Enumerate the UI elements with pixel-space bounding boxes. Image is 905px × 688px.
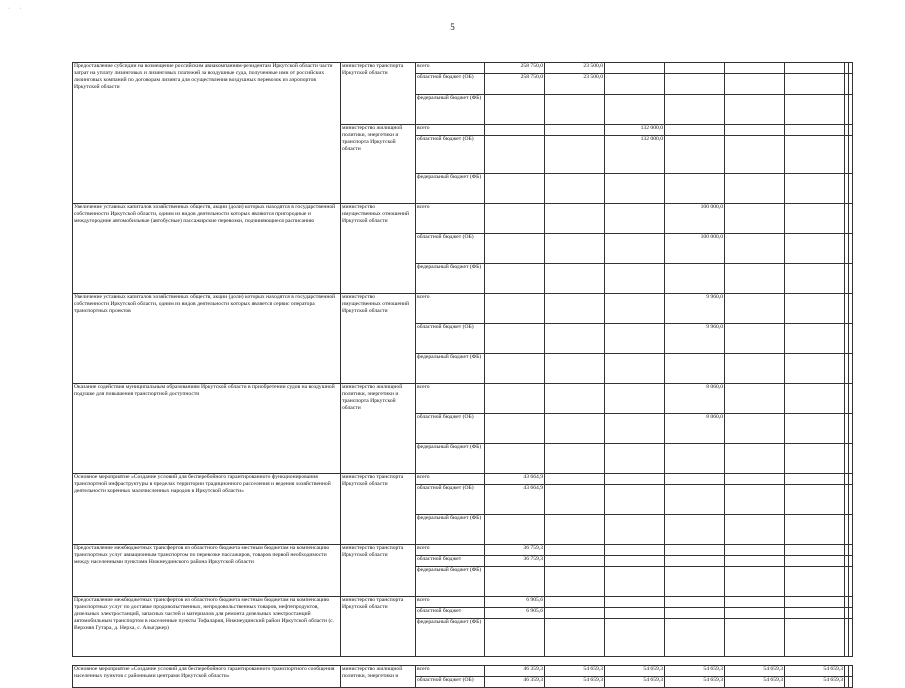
value-cell: 132 000,0 bbox=[605, 136, 665, 174]
funding-source: всего bbox=[416, 63, 485, 74]
funding-source: федеральный бюджет (ФБ) bbox=[416, 264, 485, 294]
value-cell bbox=[605, 354, 665, 384]
value-cell bbox=[725, 619, 785, 657]
funding-source: областной бюджет (ОБ) bbox=[416, 677, 485, 688]
value-cell: 43 664,9 bbox=[485, 485, 545, 515]
value-cell bbox=[605, 515, 665, 545]
value-cell bbox=[785, 414, 845, 444]
value-cell bbox=[785, 74, 845, 95]
executor-cell: министерство имущественных отношений Иркутской области bbox=[341, 294, 416, 384]
value-cell bbox=[785, 204, 845, 234]
value-cell bbox=[545, 567, 605, 597]
value-cell bbox=[849, 666, 853, 677]
value-cell bbox=[605, 619, 665, 657]
value-cell: 54 659,3 bbox=[605, 677, 665, 688]
value-cell bbox=[785, 444, 845, 474]
value-cell bbox=[605, 597, 665, 608]
value-cell bbox=[545, 95, 605, 125]
value-cell bbox=[849, 95, 853, 125]
value-cell: 9 960,0 bbox=[665, 294, 725, 324]
funding-source: всего bbox=[416, 597, 485, 608]
value-cell: 6 905,6 bbox=[485, 608, 545, 619]
funding-source: всего bbox=[416, 666, 485, 677]
value-cell bbox=[785, 174, 845, 204]
value-cell bbox=[785, 95, 845, 125]
value-cell bbox=[785, 474, 845, 485]
funding-source: федеральный бюджет (ФБ) bbox=[416, 619, 485, 657]
value-cell bbox=[725, 234, 785, 264]
value-cell bbox=[785, 294, 845, 324]
value-cell: 54 659,3 bbox=[545, 677, 605, 688]
value-cell bbox=[545, 619, 605, 657]
table-row bbox=[73, 597, 853, 608]
value-cell bbox=[725, 515, 785, 545]
funding-source: областной бюджет bbox=[416, 556, 485, 567]
value-cell bbox=[849, 414, 853, 444]
value-cell bbox=[725, 136, 785, 174]
value-cell: 23 500,0 bbox=[545, 63, 605, 74]
value-cell bbox=[605, 444, 665, 474]
value-cell bbox=[849, 324, 853, 354]
value-cell bbox=[725, 294, 785, 324]
executor-cell: министерство транспорта Иркутской области bbox=[341, 63, 416, 125]
value-cell: 132 000,0 bbox=[605, 125, 665, 136]
value-cell: 54 659,3 bbox=[785, 677, 845, 688]
value-cell bbox=[725, 174, 785, 204]
value-cell bbox=[849, 125, 853, 136]
value-cell bbox=[605, 324, 665, 354]
value-cell bbox=[485, 324, 545, 354]
table-row bbox=[73, 63, 853, 74]
page-number: 5 bbox=[450, 22, 455, 32]
value-cell bbox=[485, 414, 545, 444]
value-cell bbox=[605, 234, 665, 264]
value-cell bbox=[605, 545, 665, 556]
activity-description: Предоставление межбюджетных трансфертов из областного бюджета местным бюджетам на компенсацию транспортных услуг авиационным транспортом по перевозке пассажиров, товаров первой необходимости между населенными пунктами Нижнеудинского района Иркутской области bbox=[73, 545, 341, 597]
value-cell bbox=[725, 485, 785, 515]
value-cell bbox=[485, 125, 545, 136]
value-cell bbox=[665, 597, 725, 608]
value-cell bbox=[785, 234, 845, 264]
value-cell bbox=[725, 608, 785, 619]
value-cell bbox=[485, 95, 545, 125]
funding-source: областной бюджет (ОБ) bbox=[416, 136, 485, 174]
executor-cell: министерство жилищной политики, энергетики и bbox=[341, 666, 416, 688]
value-cell bbox=[665, 444, 725, 474]
executor-cell: министерство транспорта Иркутской области bbox=[341, 597, 416, 657]
value-cell bbox=[849, 567, 853, 597]
value-cell bbox=[785, 125, 845, 136]
value-cell bbox=[849, 204, 853, 234]
value-cell bbox=[605, 204, 665, 234]
table-row bbox=[73, 474, 853, 485]
value-cell bbox=[849, 136, 853, 174]
value-cell bbox=[849, 545, 853, 556]
value-cell bbox=[665, 515, 725, 545]
value-cell bbox=[605, 485, 665, 515]
value-cell: 54 659,3 bbox=[665, 677, 725, 688]
activity-description: Основное мероприятие «Создание условий для бесперебойного гарантированного функционирования транспортной инфраструктуры в пределах территории традиционного расселения и ведения хозяйственной деятельности коренных малочисленных народов в Иркутской области» bbox=[73, 474, 341, 545]
activity-description: Увеличение уставных капиталов хозяйственных обществ, акции (доли) которых находятся в государственной собственности Иркутской области, одним из видов деятельности которых является сервис оператора транспортных проектов bbox=[73, 294, 341, 384]
value-cell bbox=[605, 384, 665, 414]
value-cell bbox=[849, 677, 853, 688]
value-cell bbox=[485, 515, 545, 545]
value-cell bbox=[665, 556, 725, 567]
value-cell bbox=[665, 125, 725, 136]
value-cell: 6 905,6 bbox=[485, 597, 545, 608]
value-cell bbox=[665, 354, 725, 384]
value-cell bbox=[665, 608, 725, 619]
value-cell bbox=[545, 515, 605, 545]
value-cell bbox=[725, 444, 785, 474]
value-cell bbox=[485, 136, 545, 174]
funding-source: всего bbox=[416, 474, 485, 485]
value-cell: 100 000,0 bbox=[665, 204, 725, 234]
funding-source: федеральный бюджет (ФБ) bbox=[416, 95, 485, 125]
value-cell bbox=[605, 608, 665, 619]
value-cell bbox=[605, 294, 665, 324]
value-cell bbox=[849, 234, 853, 264]
value-cell bbox=[785, 567, 845, 597]
value-cell bbox=[545, 414, 605, 444]
value-cell bbox=[665, 619, 725, 657]
value-cell bbox=[485, 204, 545, 234]
value-cell: 36 759,3 bbox=[485, 556, 545, 567]
funding-source: областной бюджет (ОБ) bbox=[416, 485, 485, 515]
value-cell bbox=[545, 264, 605, 294]
funding-source: областной бюджет (ОБ) bbox=[416, 234, 485, 264]
value-cell bbox=[785, 485, 845, 515]
value-cell bbox=[849, 444, 853, 474]
funding-source: федеральный бюджет (ФБ) bbox=[416, 354, 485, 384]
value-cell: 54 659,3 bbox=[605, 666, 665, 677]
value-cell bbox=[725, 74, 785, 95]
value-cell bbox=[725, 556, 785, 567]
value-cell: 258 750,0 bbox=[485, 63, 545, 74]
activity-description: Предоставление межбюджетных трансфертов из областного бюджета местным бюджетам на компенсацию транспортных услуг по доставке продовольственных, непродовольственных товаров, нефтепродуктов, дизельных электростанций, запасных частей и материалов для ремонта дизельных электростанций автомобильным транспортом в населенные пункты Тофалария, Нижнеудинский район Иркутской области (с. Верхняя Гутара, д. Нерха, с. Алыгджер) bbox=[73, 597, 341, 657]
value-cell bbox=[785, 324, 845, 354]
value-cell bbox=[545, 597, 605, 608]
value-cell bbox=[725, 125, 785, 136]
value-cell bbox=[725, 545, 785, 556]
value-cell bbox=[849, 264, 853, 294]
value-cell bbox=[849, 384, 853, 414]
value-cell bbox=[545, 354, 605, 384]
value-cell bbox=[785, 384, 845, 414]
value-cell: 54 659,3 bbox=[785, 666, 845, 677]
value-cell bbox=[545, 608, 605, 619]
funding-source: федеральный бюджет (ФБ) bbox=[416, 174, 485, 204]
value-cell bbox=[665, 545, 725, 556]
executor-cell: министерство жилищной политики, энергетики и транспорта Иркутской области bbox=[341, 384, 416, 474]
value-cell bbox=[605, 95, 665, 125]
value-cell bbox=[545, 556, 605, 567]
value-cell bbox=[849, 485, 853, 515]
value-cell bbox=[849, 63, 853, 74]
value-cell bbox=[725, 567, 785, 597]
value-cell bbox=[665, 174, 725, 204]
activity-description: Увеличение уставных капиталов хозяйственных обществ, акции (доли) которых находятся в государственной собственности Иркутской области, одним из видов деятельности которых являются пригородные и междугородние автомобильные (автобусные) пассажирские перевозки, подчиняющиеся расписанию bbox=[73, 204, 341, 294]
funding-source: всего bbox=[416, 204, 485, 234]
value-cell: 46 359,3 bbox=[485, 666, 545, 677]
value-cell: 36 759,3 bbox=[485, 545, 545, 556]
value-cell bbox=[785, 556, 845, 567]
value-cell: 23 500,0 bbox=[545, 74, 605, 95]
value-cell bbox=[485, 264, 545, 294]
value-cell bbox=[545, 136, 605, 174]
value-cell bbox=[545, 234, 605, 264]
value-cell bbox=[485, 294, 545, 324]
value-cell bbox=[849, 619, 853, 657]
value-cell: 43 664,9 bbox=[485, 474, 545, 485]
value-cell bbox=[545, 545, 605, 556]
value-cell bbox=[605, 567, 665, 597]
value-cell bbox=[485, 234, 545, 264]
funding-source: всего bbox=[416, 384, 485, 414]
table-row bbox=[73, 666, 853, 677]
value-cell bbox=[545, 174, 605, 204]
value-cell bbox=[785, 354, 845, 384]
value-cell: 54 659,3 bbox=[545, 666, 605, 677]
value-cell bbox=[665, 264, 725, 294]
value-cell bbox=[785, 136, 845, 174]
value-cell bbox=[665, 95, 725, 125]
value-cell bbox=[849, 597, 853, 608]
value-cell: 9 960,0 bbox=[665, 324, 725, 354]
value-cell bbox=[485, 567, 545, 597]
value-cell bbox=[545, 324, 605, 354]
value-cell bbox=[665, 485, 725, 515]
value-cell bbox=[725, 474, 785, 485]
value-cell bbox=[605, 264, 665, 294]
funding-source: областной бюджет bbox=[416, 608, 485, 619]
value-cell bbox=[545, 384, 605, 414]
value-cell bbox=[545, 474, 605, 485]
value-cell bbox=[725, 324, 785, 354]
activity-description: Предоставление субсидии на возмещение российским авиакомпаниям-резидентам Иркутской области части затрат на уплату лизинговых и лизинговых платежей за воздушные суда, полученные ими от российских лизинговых компаний по договорам лизинга для осуществления воздушных перевозок из аэропортов Иркутской области bbox=[73, 63, 341, 204]
funding-source: федеральный бюджет (ФБ) bbox=[416, 515, 485, 545]
value-cell bbox=[849, 294, 853, 324]
executor-cell: министерство имущественных отношений Иркутской области bbox=[341, 204, 416, 294]
value-cell bbox=[849, 174, 853, 204]
executor-cell: министерство транспорта Иркутской области bbox=[341, 474, 416, 545]
value-cell bbox=[785, 608, 845, 619]
value-cell bbox=[785, 619, 845, 657]
funding-source: областной бюджет (ОБ) bbox=[416, 414, 485, 444]
value-cell: 54 659,3 bbox=[665, 666, 725, 677]
value-cell bbox=[725, 204, 785, 234]
value-cell bbox=[849, 556, 853, 567]
value-cell bbox=[605, 414, 665, 444]
value-cell bbox=[785, 63, 845, 74]
table-row bbox=[73, 294, 853, 324]
value-cell bbox=[785, 264, 845, 294]
value-cell bbox=[665, 136, 725, 174]
value-cell bbox=[785, 515, 845, 545]
value-cell bbox=[725, 63, 785, 74]
value-cell bbox=[849, 608, 853, 619]
table-row bbox=[73, 384, 853, 414]
value-cell bbox=[665, 474, 725, 485]
value-cell bbox=[545, 125, 605, 136]
value-cell: 258 750,0 bbox=[485, 74, 545, 95]
value-cell: 100 000,0 bbox=[665, 234, 725, 264]
activity-description: Оказание содействия муниципальным образованиям Иркутской области в приобретении судов на воздушной подушке для повышения транспортной доступности bbox=[73, 384, 341, 474]
value-cell: 8 060,0 bbox=[665, 384, 725, 414]
value-cell bbox=[605, 63, 665, 74]
value-cell bbox=[725, 354, 785, 384]
value-cell bbox=[545, 204, 605, 234]
budget-table bbox=[72, 62, 853, 688]
value-cell bbox=[605, 474, 665, 485]
activity-description: Основное мероприятие «Создание условий для бесперебойного гарантированного транспортного сообщения населенных пунктов с районными центрами Иркутской области» bbox=[73, 666, 341, 688]
value-cell bbox=[665, 74, 725, 95]
funding-source: всего bbox=[416, 545, 485, 556]
table-row bbox=[73, 204, 853, 234]
value-cell bbox=[725, 414, 785, 444]
value-cell bbox=[605, 556, 665, 567]
executor-cell: министерство транспорта Иркутской области bbox=[341, 545, 416, 597]
value-cell bbox=[785, 597, 845, 608]
value-cell bbox=[849, 354, 853, 384]
funding-source: областной бюджет (ОБ) bbox=[416, 324, 485, 354]
value-cell bbox=[849, 515, 853, 545]
table-row bbox=[73, 545, 853, 556]
value-cell bbox=[485, 619, 545, 657]
corner-marks: · · bbox=[8, 6, 26, 12]
funding-source: федеральный бюджет (ФБ) bbox=[416, 567, 485, 597]
value-cell bbox=[665, 63, 725, 74]
value-cell bbox=[725, 384, 785, 414]
value-cell bbox=[545, 444, 605, 474]
value-cell: 54 659,3 bbox=[725, 677, 785, 688]
value-cell bbox=[785, 545, 845, 556]
value-cell bbox=[849, 474, 853, 485]
funding-source: всего bbox=[416, 294, 485, 324]
value-cell bbox=[605, 74, 665, 95]
value-cell bbox=[665, 567, 725, 597]
value-cell bbox=[485, 174, 545, 204]
value-cell bbox=[545, 294, 605, 324]
value-cell bbox=[725, 95, 785, 125]
funding-source: областной бюджет (ОБ) bbox=[416, 74, 485, 95]
value-cell bbox=[605, 174, 665, 204]
executor-cell: министерство жилищной политики, энергетики и транспорта Иркутской области bbox=[341, 125, 416, 204]
value-cell bbox=[545, 485, 605, 515]
value-cell bbox=[725, 597, 785, 608]
value-cell: 8 060,0 bbox=[665, 414, 725, 444]
value-cell: 46 359,3 bbox=[485, 677, 545, 688]
value-cell bbox=[485, 354, 545, 384]
value-cell bbox=[849, 74, 853, 95]
value-cell bbox=[485, 444, 545, 474]
funding-source: федеральный бюджет (ФБ) bbox=[416, 444, 485, 474]
value-cell bbox=[725, 264, 785, 294]
value-cell bbox=[485, 384, 545, 414]
value-cell: 54 659,3 bbox=[725, 666, 785, 677]
funding-source: всего bbox=[416, 125, 485, 136]
